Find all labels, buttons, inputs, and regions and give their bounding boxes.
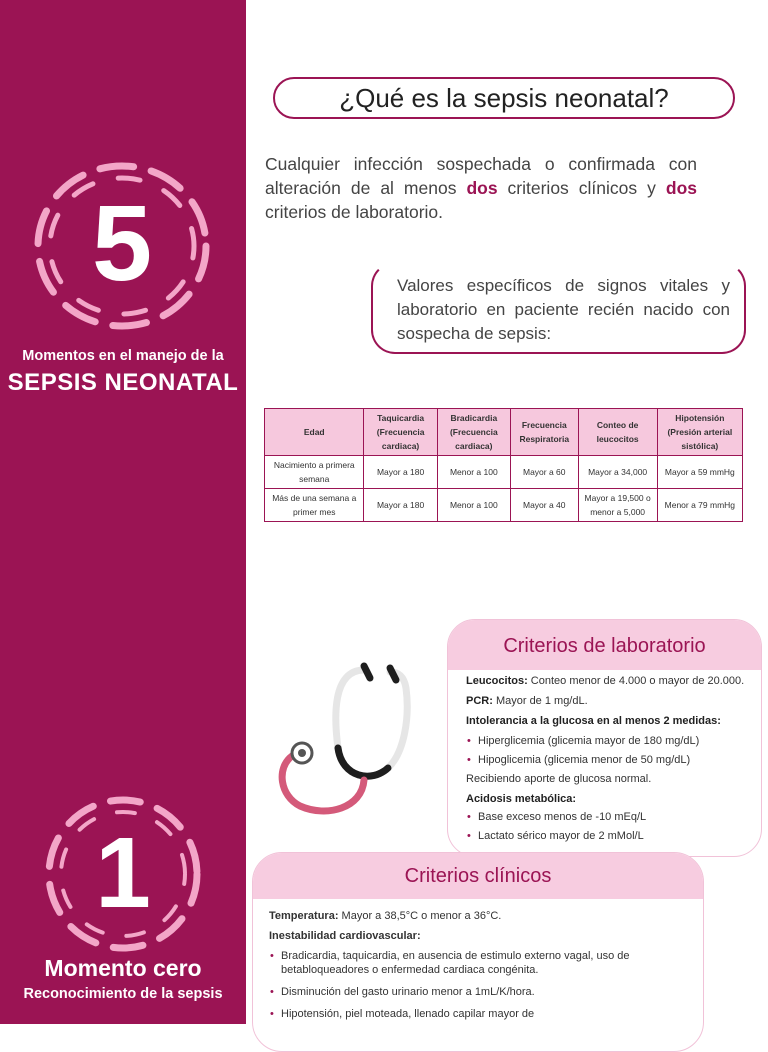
pcr-line <box>466 694 747 708</box>
moments-subtitle: Momentos en el manejo de la <box>22 348 224 364</box>
list-item: • Hipotensión, piel moteada, llenado capilar mayor de <box>269 1007 689 1021</box>
intro-text-2: criterios clínicos y <box>497 178 666 198</box>
page-title: ¿Qué es la sepsis neonatal? <box>273 77 735 119</box>
temperature-line <box>269 909 689 923</box>
vitals-table <box>264 408 743 522</box>
clinical-criteria-title: Criterios clínicos <box>253 853 703 899</box>
values-box-text: Valores específicos de signos vitales y laboratorio en paciente recién nacido con sospecha de sepsis: <box>397 276 730 343</box>
leucocitos-label: Leucocitos: <box>466 675 528 687</box>
table-header-cell: Edad <box>265 409 364 456</box>
table-cell: Menor a 100 <box>437 456 510 489</box>
table-cell: Mayor a 40 <box>510 489 578 522</box>
stethoscope-icon <box>272 658 432 823</box>
clinical-criteria-body <box>253 899 703 1021</box>
acidosis-label <box>466 792 747 806</box>
temperature-text: Mayor a 38,5°C o menor a 36°C. <box>338 910 502 922</box>
list-item: • Base exceso menos de -10 mEq/L <box>466 810 747 824</box>
list-item: • Bradicardia, taquicardia, en ausencia de estimulo externo vagal, uso de betabloqueadores o enfermedad cardiaca congénita. <box>269 949 689 977</box>
moments-number: 5 <box>91 182 153 303</box>
cardio-label-text: Inestabilidad cardiovascular: <box>269 930 421 942</box>
table-cell: Mayor a 180 <box>364 456 437 489</box>
table-header-cell: Taquicardia (Frecuencia cardiaca) <box>364 409 437 456</box>
table-cell: Más de una semana a primer mes <box>265 489 364 522</box>
moments-number-badge <box>25 155 219 337</box>
sidebar <box>0 0 246 1024</box>
intro-text-3: criterios de laboratorio. <box>265 202 443 222</box>
lab-criteria-title: Criterios de laboratorio <box>448 620 761 670</box>
intro-paragraph <box>265 152 697 224</box>
list-item: • Lactato sérico mayor de 2 mMol/L <box>466 829 747 843</box>
moment-cero-title: Momento cero <box>44 955 202 981</box>
table-cell: Nacimiento a primera semana <box>265 456 364 489</box>
moment-number: 1 <box>95 817 151 929</box>
table-cell: Mayor a 59 mmHg <box>657 456 742 489</box>
lab-criteria-body <box>448 670 761 843</box>
table-cell: Menor a 79 mmHg <box>657 489 742 522</box>
list-item: • Hiperglicemia (glicemia mayor de 180 mg/dL) <box>466 734 747 748</box>
table-cell: Mayor a 19,500 o menor a 5,000 <box>578 489 657 522</box>
glucosa-label-text: Intolerancia a la glucosa en al menos 2 medidas: <box>466 715 721 727</box>
clinical-criteria-card <box>252 852 704 1052</box>
pcr-text: Mayor de 1 mg/dL. <box>492 695 588 707</box>
table-header-row <box>265 409 743 456</box>
leucocitos-text: Conteo menor de 4.000 o mayor de 20.000. <box>527 675 745 687</box>
table-cell: Mayor a 34,000 <box>578 456 657 489</box>
pcr-label: PCR: <box>466 695 493 707</box>
cardio-label <box>269 929 689 943</box>
moment-number-badge <box>42 793 204 955</box>
list-item: • Disminución del gasto urinario menor a 1mL/K/hora. <box>269 985 689 999</box>
sepsis-neonatal-title: SEPSIS NEONATAL <box>7 369 239 396</box>
table-header-cell: Conteo de leucocitos <box>578 409 657 456</box>
temperature-label: Temperatura: <box>269 910 339 922</box>
acidosis-label-text: Acidosis metabólica: <box>466 793 577 805</box>
list-item: • Hipoglicemia (glicemia menor de 50 mg/dL) <box>466 753 747 767</box>
glucosa-note: Recibiendo aporte de glucosa normal. <box>466 773 652 785</box>
moment-cero-subtitle: Reconocimiento de la sepsis <box>23 986 223 1002</box>
table-row <box>265 456 743 489</box>
table-row <box>265 489 743 522</box>
lab-criteria-card <box>447 619 762 857</box>
intro-highlight-1: dos <box>466 178 498 198</box>
table-cell: Mayor a 60 <box>510 456 578 489</box>
table-header-cell: Hipotensión (Presión arterial sistólica) <box>657 409 742 456</box>
leucocitos-line <box>466 674 747 688</box>
table-header-cell: Frecuencia Respiratoria <box>510 409 578 456</box>
table-cell: Menor a 100 <box>437 489 510 522</box>
table-cell: Mayor a 180 <box>364 489 437 522</box>
glucosa-label <box>466 714 747 728</box>
intro-highlight-2: dos <box>665 178 697 198</box>
intro-text-1: Cualquier infección sospechada o confirmada con alteración de al menos <box>265 154 697 198</box>
table-header-cell: Bradicardia (Frecuencia cardiaca) <box>437 409 510 456</box>
